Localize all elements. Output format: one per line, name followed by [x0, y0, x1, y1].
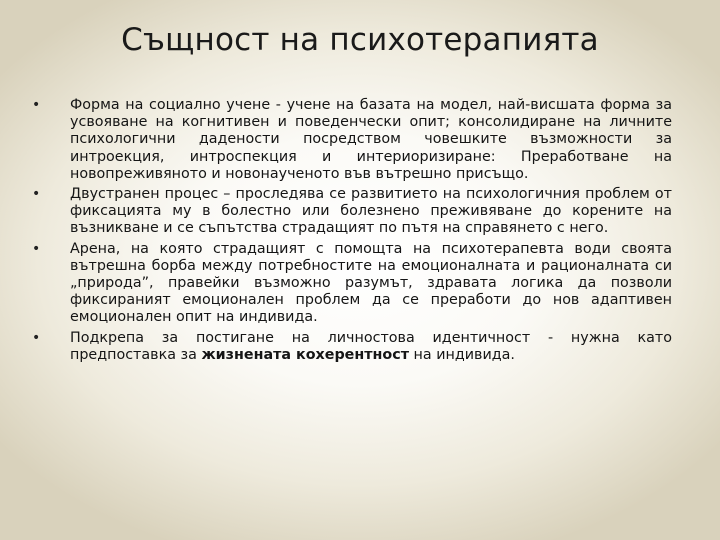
- slide-title: Същност на психотерапията: [121, 22, 599, 58]
- bullet-item: [30, 330, 672, 364]
- bullet-text: Двустранен процес – проследява се развитието на психологичния проблем от фиксацията му в болестно или болезнено преживяване до корените на възникване и се съпътства страдащият по пътя на справянето с него.: [70, 186, 672, 237]
- bullet-list: [30, 97, 672, 367]
- bullet-text-emphasis: жизнената кохерентност: [201, 346, 410, 363]
- bullet-dot-icon: •: [32, 240, 41, 257]
- bullet-dot-icon: •: [32, 97, 41, 113]
- bullet-text: Подкрепа за постигане на личностова идентичност - нужна като предпоставка за: [70, 329, 672, 363]
- bullet-text: Форма на социално учене - учене на базата на модел, най-висшата форма за усвояване на когнитивен и поведенчески опит; консолидиране на личните психологични дадености посредством човешките възможности за интроекция, интроспекция и интериоризиране: Преработване на новопреживяното и новонаученото във вътрешно присъщо.: [70, 97, 672, 182]
- bullet-text: Арена, на която страдащият с помощта на психотерапевта води своята вътрешна борба между потребностите на емоционалната и рационалната си „природа”, правейки възможно разумът, здравата логика да позволи фиксираният емоционален проблем да се преработи до нов адаптивен емоционален опит на индивида.: [70, 240, 672, 326]
- bullet-dot-icon: •: [32, 329, 41, 346]
- bullet-item: [30, 186, 672, 238]
- bullet-item: [30, 97, 672, 183]
- bullet-dot-icon: •: [32, 186, 41, 203]
- bullet-item: [30, 241, 672, 327]
- bullet-text-end: на индивида.: [409, 346, 515, 363]
